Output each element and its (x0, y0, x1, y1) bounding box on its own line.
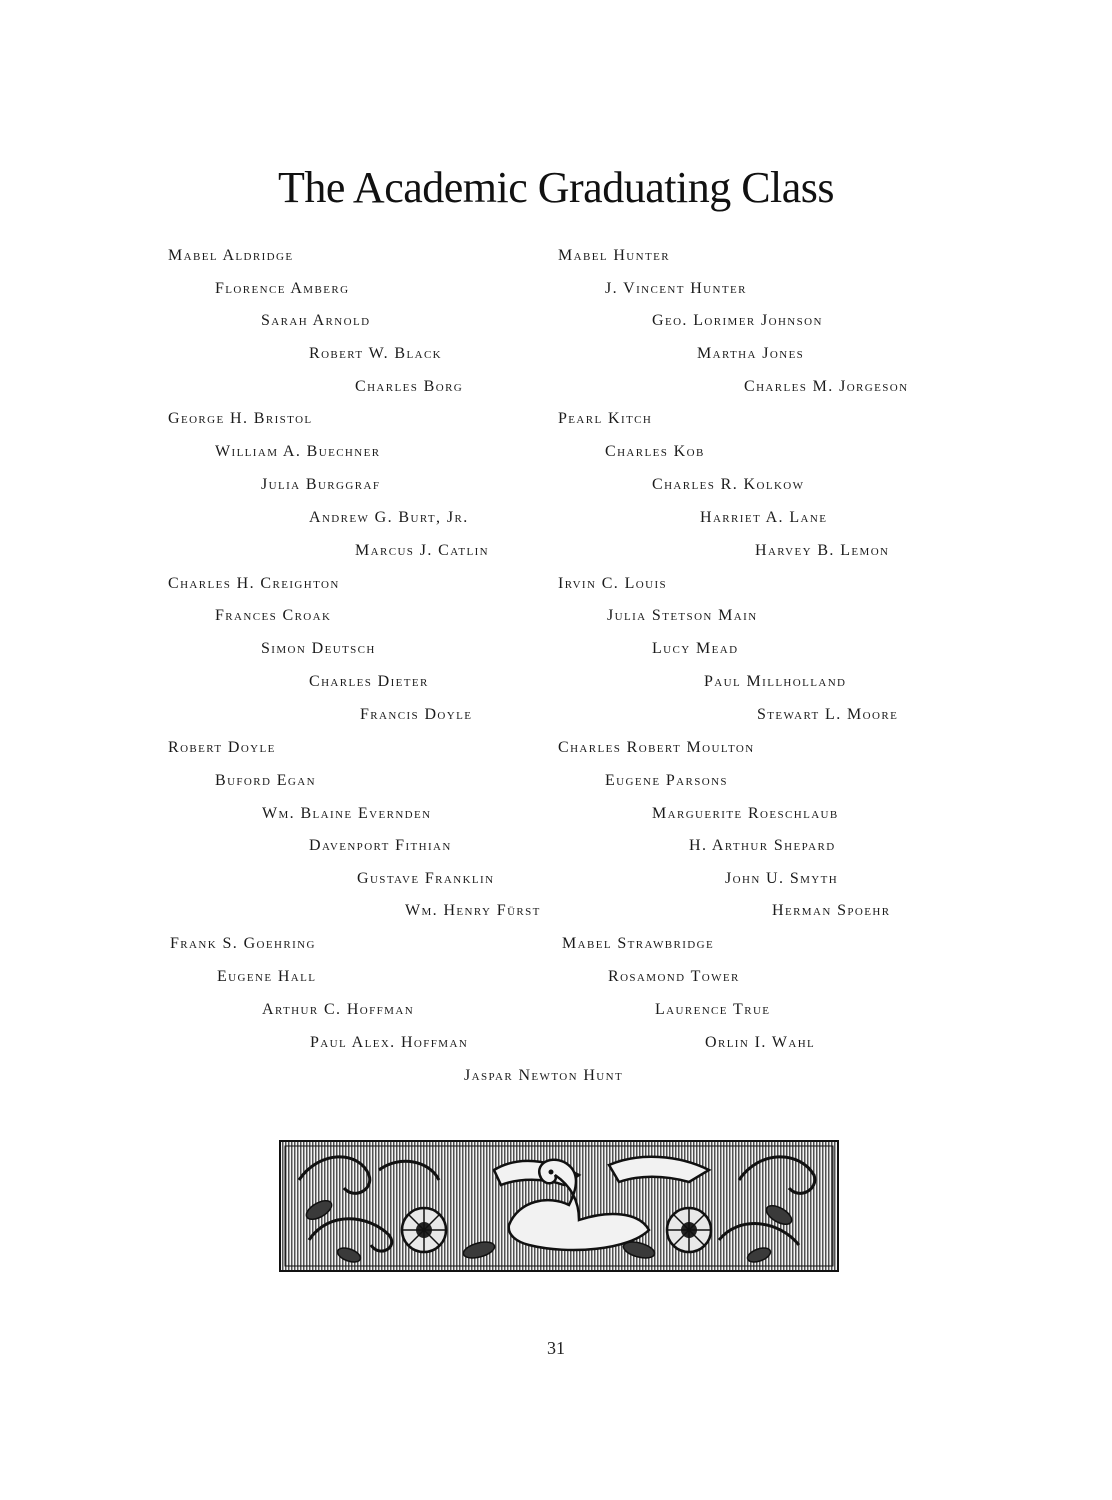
graduate-name: Charles Borg (355, 378, 464, 395)
graduate-name: Wm. Henry Fürst (405, 902, 541, 919)
graduate-name: Francis Doyle (360, 706, 473, 723)
graduate-name: Charles Kob (605, 443, 705, 460)
graduate-name: Lucy Mead (652, 640, 739, 657)
graduate-name: George H. Bristol (168, 410, 313, 427)
tailpiece-ornament (279, 1140, 839, 1272)
graduate-name: Irvin C. Louis (558, 575, 668, 592)
graduate-name: Eugene Parsons (605, 772, 728, 789)
page-number: 31 (547, 1338, 565, 1358)
graduate-name: Paul Millholland (704, 673, 847, 690)
graduate-name: Charles R. Kolkow (652, 476, 805, 493)
graduate-name: John U. Smyth (725, 870, 839, 887)
graduate-name: Charles Robert Moulton (558, 739, 755, 756)
graduate-name: Arthur C. Hoffman (262, 1001, 415, 1018)
graduate-name: Marguerite Roeschlaub (652, 805, 839, 822)
graduate-name: Charles H. Creighton (168, 575, 340, 592)
graduate-name: Robert Doyle (168, 739, 276, 756)
graduate-name: Geo. Lorimer Johnson (652, 312, 823, 329)
graduate-name: Simon Deutsch (261, 640, 376, 657)
graduate-name: Julia Burggraf (261, 476, 381, 493)
graduate-name: Andrew G. Burt, Jr. (309, 509, 469, 526)
graduate-name: Mabel Aldridge (168, 247, 294, 264)
graduate-name: Mabel Hunter (558, 247, 670, 264)
graduate-name: Herman Spoehr (772, 902, 891, 919)
graduate-name: Davenport Fithian (309, 837, 452, 854)
graduate-name: Laurence True (655, 1001, 771, 1018)
graduate-name: Florence Amberg (215, 280, 350, 297)
graduate-name: Paul Alex. Hoffman (310, 1034, 469, 1051)
graduate-name: Eugene Hall (217, 968, 317, 985)
graduate-name: Sarah Arnold (261, 312, 371, 329)
graduate-name: Marcus J. Catlin (355, 542, 489, 559)
graduate-name: Martha Jones (697, 345, 805, 362)
graduate-name: Mabel Strawbridge (562, 935, 715, 952)
graduate-name: Robert W. Black (309, 345, 443, 362)
graduate-name: Jaspar Newton Hunt (464, 1067, 624, 1084)
graduate-name: Julia Stetson Main (607, 607, 758, 624)
graduate-name: Gustave Franklin (357, 870, 495, 887)
graduate-name: Frances Croak (215, 607, 332, 624)
graduate-name: Frank S. Goehring (170, 935, 316, 952)
graduate-name: Charles Dieter (309, 673, 429, 690)
graduate-name: Buford Egan (215, 772, 316, 789)
graduate-name: Wm. Blaine Evernden (262, 805, 432, 822)
graduate-name: Stewart L. Moore (757, 706, 899, 723)
graduate-name: Pearl Kitch (558, 410, 653, 427)
graduate-name: Harvey B. Lemon (755, 542, 890, 559)
graduate-name: Rosamond Tower (608, 968, 740, 985)
graduate-name: H. Arthur Shepard (689, 837, 836, 854)
graduate-name: William A. Buechner (215, 443, 381, 460)
graduate-name: Charles M. Jorgeson (744, 378, 909, 395)
page-title: The Academic Graduating Class (277, 163, 835, 212)
graduate-name: Orlin I. Wahl (705, 1034, 816, 1051)
graduate-name: J. Vincent Hunter (605, 280, 747, 297)
graduate-name: Harriet A. Lane (700, 509, 828, 526)
